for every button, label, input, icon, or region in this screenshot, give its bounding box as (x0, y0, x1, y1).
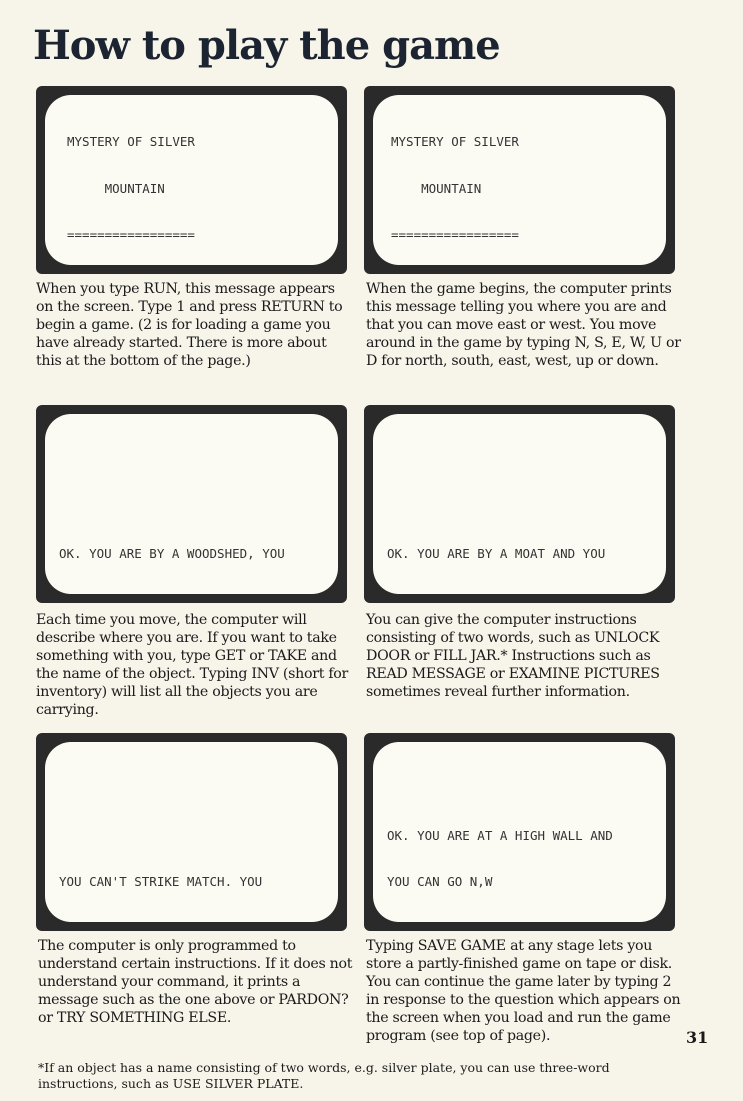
screen-text-4 (373, 414, 666, 594)
screen-line: MYSTERY OF SILVER (67, 134, 195, 149)
screen-panel-3 (36, 405, 347, 603)
caption-panel-4: You can give the computer instructions consisting of two words, such as UNLOCK DOOR or FILL JAR.* Instructions such as READ MESSAGE or EXAMINE PICTURES sometimes reveal further information. (366, 612, 660, 700)
footnote: *If an object has a name consisting of two words, e.g. silver plate, you can use three-word instructions, such as USE SILVER PLATE. (38, 1060, 610, 1091)
screen-line (387, 593, 652, 595)
screen-line (59, 828, 324, 844)
screen-line: OK. YOU ARE AT A HIGH WALL AND (387, 827, 613, 843)
page-title: How to play the game (33, 22, 500, 69)
caption-panel-1: When you type RUN, this message appears on the screen. Type 1 and press RETURN to begin a game. (2 is for loading a game you have already started. There is more about this at the bottom of the page.) (36, 281, 343, 369)
screen-line (59, 921, 324, 923)
screen-line: MOUNTAIN (67, 180, 165, 196)
caption-panel-2: When the game begins, the computer prints this message telling you where you are and that you can move east or west. You move around in the game by typing N, S, E, W, U or D for north, south, east, west, up or down. (366, 281, 681, 369)
screen-line (59, 500, 324, 516)
screen-panel-4 (364, 405, 675, 603)
screen-text-6 (373, 742, 666, 922)
screen-line (59, 781, 324, 797)
screen-line: OK. YOU ARE BY A MOAT AND YOU (387, 546, 606, 561)
screen-line: OK. YOU ARE BY A WOODSHED, YOU (59, 546, 285, 561)
caption-panel-5: The computer is only programmed to understand certain instructions. If it does not understand your command, it prints a message such as the one above or PARDON? or TRY SOMETHING ELSE. (38, 938, 353, 1026)
screen-line: MYSTERY OF SILVER (391, 134, 519, 149)
screen-line (387, 500, 652, 516)
screen-line: ================= (67, 227, 195, 242)
screen-panel-2 (364, 86, 675, 274)
screen-line (387, 921, 652, 923)
page-number: 31 (686, 1028, 709, 1047)
screen-line: YOU CAN'T STRIKE MATCH. YOU (59, 874, 263, 889)
caption-panel-6: Typing SAVE GAME at any stage lets you store a partly-finished game on tape or disk. You can continue the game later by typing 2 in response to the question which appears on the screen when you load and run the game program (see top of page). (366, 938, 681, 1044)
caption-panel-3: Each time you move, the computer will describe where you are. If you want to take something with you, type GET or TAKE and the name of the object. Typing INV (short for inventory) will list all the objects you are carrying. (36, 612, 348, 718)
screen-panel-6 (364, 733, 675, 931)
screen-line (59, 593, 324, 595)
screen-line: ================= (391, 227, 519, 242)
screen-line (387, 781, 652, 797)
screen-text-2 (373, 95, 666, 265)
screen-line (387, 453, 652, 469)
screen-text-3 (45, 414, 338, 594)
screen-panel-1 (36, 86, 347, 274)
screen-line: MOUNTAIN (391, 180, 482, 196)
screen-text-5 (45, 742, 338, 922)
screen-text-1 (45, 95, 338, 265)
screen-line (59, 453, 324, 469)
screen-panel-5 (36, 733, 347, 931)
screen-line: YOU CAN GO N,W (387, 874, 493, 889)
